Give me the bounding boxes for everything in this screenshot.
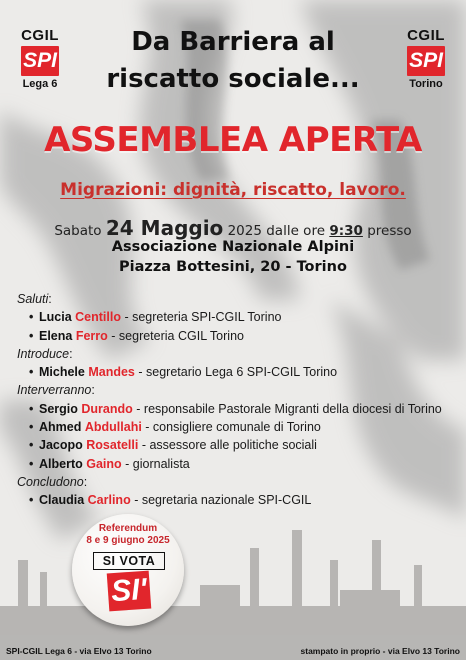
program-section xyxy=(17,345,457,363)
bullet-icon: • xyxy=(29,310,34,325)
event-after-time: presso xyxy=(367,223,412,239)
badge-dates: 8 e 9 giugno 2025 xyxy=(86,535,170,546)
program-section xyxy=(17,381,457,399)
speaker-first-name: Jacopo xyxy=(39,438,83,453)
speaker-last-name: Centillo xyxy=(75,310,121,325)
speaker-item xyxy=(17,363,457,381)
speaker-first-name: Sergio xyxy=(39,401,78,416)
speaker-last-name: Durando xyxy=(81,401,133,416)
speaker-last-name: Carlino xyxy=(87,493,131,508)
speaker-last-name: Mandes xyxy=(88,365,135,380)
speaker-first-name: Elena xyxy=(39,328,73,343)
label-colon: : xyxy=(48,292,52,306)
footer-left: SPI-CGIL Lega 6 - via Elvo 13 Torino xyxy=(6,646,152,656)
speaker-item xyxy=(17,308,457,326)
bullet-icon: • xyxy=(29,438,34,453)
speaker-item xyxy=(17,436,457,454)
poster-title xyxy=(80,24,386,98)
label-colon: : xyxy=(69,346,73,361)
bullet-icon: • xyxy=(29,401,34,416)
bullet-icon: • xyxy=(29,328,34,343)
speaker-role: - segreteria CGIL Torino xyxy=(111,328,244,343)
event-year-text: 2025 dalle ore xyxy=(227,223,326,239)
headline: ASSEMBLEA APERTA xyxy=(44,120,422,160)
speaker-item xyxy=(17,491,457,509)
bullet-icon: • xyxy=(29,420,34,435)
badge-vote: SI VOTA xyxy=(93,552,165,570)
speaker-role: - segreteria SPI-CGIL Torino xyxy=(124,310,282,325)
speaker-last-name: Rosatelli xyxy=(86,438,139,453)
program-list xyxy=(17,290,457,510)
cgil-spi-lega6-logo xyxy=(14,28,66,90)
speaker-role: - consigliere comunale di Torino xyxy=(145,420,321,435)
title-line-1: Da Barriera al xyxy=(131,27,335,57)
program-section-label: Interverranno xyxy=(17,383,92,398)
speaker-first-name: Alberto xyxy=(39,456,83,471)
program-section xyxy=(17,290,457,308)
venue-name: Associazione Nazionale Alpini xyxy=(111,239,355,255)
cgil-spi-torino-logo xyxy=(400,28,452,90)
speaker-role: - giornalista xyxy=(125,456,190,471)
program-section xyxy=(17,473,457,491)
program-section-label: Concludono xyxy=(17,474,84,489)
badge-yes: SI' xyxy=(107,571,152,612)
bullet-icon: • xyxy=(29,456,34,471)
speaker-item xyxy=(17,400,457,418)
bullet-icon: • xyxy=(29,493,34,508)
speaker-last-name: Gaino xyxy=(86,456,122,471)
speaker-last-name: Abdullahi xyxy=(84,420,142,435)
speaker-item xyxy=(17,455,457,473)
program-section-label: Saluti xyxy=(17,292,49,306)
referendum-badge xyxy=(72,514,184,626)
event-date: 24 Maggio xyxy=(105,216,224,240)
speaker-first-name: Claudia xyxy=(39,493,85,508)
logo-brand: SPI xyxy=(407,46,445,76)
event-date-line xyxy=(0,216,466,240)
speaker-role: - assessore alle politiche sociali xyxy=(141,438,317,453)
logo-sub: Lega 6 xyxy=(22,78,58,90)
logo-sub: Torino xyxy=(409,78,443,90)
label-colon: : xyxy=(91,383,95,398)
event-time: 9:30 xyxy=(329,223,363,239)
speaker-role: - responsabile Pastorale Migranti della diocesi di Torino xyxy=(136,401,442,416)
speaker-role: - segretaria nazionale SPI-CGIL xyxy=(134,493,312,508)
event-day: Sabato xyxy=(54,223,102,239)
bullet-icon: • xyxy=(29,365,34,380)
speaker-item xyxy=(17,327,457,345)
logo-org: CGIL xyxy=(407,27,445,44)
logo-org: CGIL xyxy=(21,27,59,44)
footer-right: stampato in proprio - via Elvo 13 Torino xyxy=(300,646,460,656)
logo-brand: SPI xyxy=(21,46,59,76)
speaker-first-name: Michele xyxy=(39,365,85,380)
program-section-label: Introduce xyxy=(17,346,70,361)
label-colon: : xyxy=(83,474,88,489)
speaker-role: - segretario Lega 6 SPI-CGIL Torino xyxy=(138,365,338,380)
venue-address: Piazza Bottesini, 20 - Torino xyxy=(119,259,347,275)
speaker-item xyxy=(17,418,457,436)
speaker-first-name: Ahmed xyxy=(39,420,82,435)
speaker-first-name: Lucia xyxy=(39,310,72,325)
badge-referendum: Referendum xyxy=(98,523,158,534)
speaker-last-name: Ferro xyxy=(75,328,108,343)
subtitle: Migrazioni: dignità, riscatto, lavoro. xyxy=(60,180,406,200)
title-line-2: riscatto sociale... xyxy=(106,64,360,94)
